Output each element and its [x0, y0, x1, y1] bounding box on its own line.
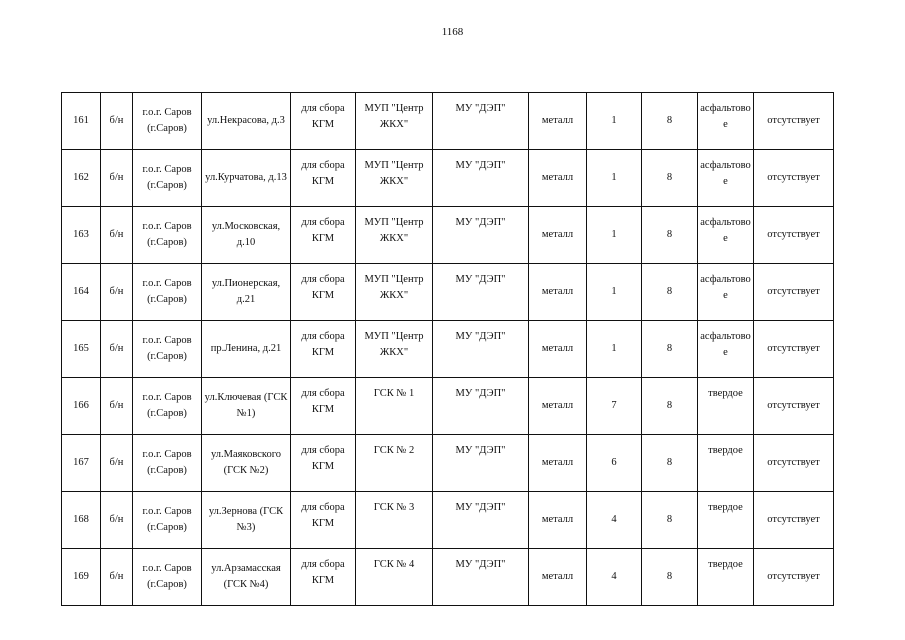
table-row — [62, 207, 834, 264]
cell-operator: МУП "Центр ЖКХ" — [356, 264, 433, 321]
cell-purpose: для сбора КГМ — [291, 321, 356, 378]
cell-registry-mark: б/н — [101, 435, 133, 492]
cell-address: ул.Зернова (ГСК №3) — [202, 492, 291, 549]
cell-operator: ГСК № 4 — [356, 549, 433, 606]
cell-material: металл — [529, 207, 587, 264]
cell-locality: г.о.г. Саров (г.Саров) — [133, 435, 202, 492]
table-row — [62, 150, 834, 207]
cell-surface: асфальтовое — [698, 150, 754, 207]
cell-container-count: 1 — [587, 150, 642, 207]
cell-volume: 8 — [642, 321, 698, 378]
registry-table — [61, 92, 834, 606]
cell-registry-mark: б/н — [101, 150, 133, 207]
table-row — [62, 378, 834, 435]
cell-purpose: для сбора КГМ — [291, 264, 356, 321]
cell-locality: г.о.г. Саров (г.Саров) — [133, 378, 202, 435]
cell-surface: твердое — [698, 549, 754, 606]
cell-surface: асфальтовое — [698, 207, 754, 264]
cell-fence: отсутствует — [754, 492, 834, 549]
cell-material: металл — [529, 150, 587, 207]
cell-address: ул.Арзамасская (ГСК №4) — [202, 549, 291, 606]
cell-surface: асфальтовое — [698, 264, 754, 321]
cell-surface: твердое — [698, 378, 754, 435]
cell-owner: МУ "ДЭП" — [433, 93, 529, 150]
cell-registry-mark: б/н — [101, 549, 133, 606]
cell-owner: МУ "ДЭП" — [433, 378, 529, 435]
cell-purpose: для сбора КГМ — [291, 435, 356, 492]
cell-fence: отсутствует — [754, 321, 834, 378]
cell-address: ул.Курчатова, д.13 — [202, 150, 291, 207]
cell-address: ул.Пионерская, д.21 — [202, 264, 291, 321]
cell-number: 163 — [62, 207, 101, 264]
cell-address: пр.Ленина, д.21 — [202, 321, 291, 378]
cell-operator: ГСК № 2 — [356, 435, 433, 492]
cell-operator: ГСК № 1 — [356, 378, 433, 435]
cell-material: металл — [529, 492, 587, 549]
cell-number: 161 — [62, 93, 101, 150]
cell-address: ул.Некрасова, д.3 — [202, 93, 291, 150]
cell-locality: г.о.г. Саров (г.Саров) — [133, 93, 202, 150]
cell-registry-mark: б/н — [101, 207, 133, 264]
cell-locality: г.о.г. Саров (г.Саров) — [133, 207, 202, 264]
cell-locality: г.о.г. Саров (г.Саров) — [133, 492, 202, 549]
cell-owner: МУ "ДЭП" — [433, 207, 529, 264]
cell-operator: МУП "Центр ЖКХ" — [356, 93, 433, 150]
cell-locality: г.о.г. Саров (г.Саров) — [133, 264, 202, 321]
cell-container-count: 1 — [587, 321, 642, 378]
cell-number: 169 — [62, 549, 101, 606]
cell-fence: отсутствует — [754, 549, 834, 606]
cell-volume: 8 — [642, 150, 698, 207]
cell-purpose: для сбора КГМ — [291, 492, 356, 549]
cell-operator: МУП "Центр ЖКХ" — [356, 207, 433, 264]
cell-number: 164 — [62, 264, 101, 321]
cell-volume: 8 — [642, 492, 698, 549]
cell-owner: МУ "ДЭП" — [433, 264, 529, 321]
cell-fence: отсутствует — [754, 150, 834, 207]
cell-fence: отсутствует — [754, 93, 834, 150]
cell-container-count: 7 — [587, 378, 642, 435]
cell-container-count: 1 — [587, 93, 642, 150]
cell-number: 168 — [62, 492, 101, 549]
cell-material: металл — [529, 378, 587, 435]
cell-surface: асфальтовое — [698, 321, 754, 378]
cell-number: 165 — [62, 321, 101, 378]
cell-registry-mark: б/н — [101, 93, 133, 150]
cell-fence: отсутствует — [754, 435, 834, 492]
cell-material: металл — [529, 321, 587, 378]
cell-material: металл — [529, 93, 587, 150]
cell-container-count: 1 — [587, 207, 642, 264]
cell-container-count: 4 — [587, 549, 642, 606]
cell-owner: МУ "ДЭП" — [433, 492, 529, 549]
cell-material: металл — [529, 549, 587, 606]
cell-surface: твердое — [698, 435, 754, 492]
cell-purpose: для сбора КГМ — [291, 93, 356, 150]
cell-operator: ГСК № 3 — [356, 492, 433, 549]
cell-volume: 8 — [642, 549, 698, 606]
cell-volume: 8 — [642, 207, 698, 264]
cell-owner: МУ "ДЭП" — [433, 549, 529, 606]
cell-registry-mark: б/н — [101, 264, 133, 321]
cell-purpose: для сбора КГМ — [291, 378, 356, 435]
table-row — [62, 321, 834, 378]
cell-material: металл — [529, 435, 587, 492]
cell-operator: МУП "Центр ЖКХ" — [356, 150, 433, 207]
cell-volume: 8 — [642, 378, 698, 435]
cell-locality: г.о.г. Саров (г.Саров) — [133, 549, 202, 606]
cell-volume: 8 — [642, 93, 698, 150]
cell-registry-mark: б/н — [101, 378, 133, 435]
cell-volume: 8 — [642, 264, 698, 321]
cell-address: ул.Московская, д.10 — [202, 207, 291, 264]
cell-volume: 8 — [642, 435, 698, 492]
cell-owner: МУ "ДЭП" — [433, 150, 529, 207]
table-row — [62, 492, 834, 549]
registry-table-body — [62, 93, 834, 606]
cell-material: металл — [529, 264, 587, 321]
cell-address: ул.Ключевая (ГСК №1) — [202, 378, 291, 435]
cell-owner: МУ "ДЭП" — [433, 321, 529, 378]
cell-number: 162 — [62, 150, 101, 207]
table-row — [62, 264, 834, 321]
cell-address: ул.Маяковского (ГСК №2) — [202, 435, 291, 492]
cell-surface: твердое — [698, 492, 754, 549]
cell-locality: г.о.г. Саров (г.Саров) — [133, 150, 202, 207]
cell-surface: асфальтовое — [698, 93, 754, 150]
cell-container-count: 1 — [587, 264, 642, 321]
cell-fence: отсутствует — [754, 207, 834, 264]
cell-purpose: для сбора КГМ — [291, 549, 356, 606]
cell-registry-mark: б/н — [101, 492, 133, 549]
cell-container-count: 4 — [587, 492, 642, 549]
cell-operator: МУП "Центр ЖКХ" — [356, 321, 433, 378]
cell-purpose: для сбора КГМ — [291, 150, 356, 207]
cell-fence: отсутствует — [754, 378, 834, 435]
cell-locality: г.о.г. Саров (г.Саров) — [133, 321, 202, 378]
cell-number: 167 — [62, 435, 101, 492]
page-number: 1168 — [441, 26, 464, 38]
table-row — [62, 549, 834, 606]
cell-purpose: для сбора КГМ — [291, 207, 356, 264]
cell-number: 166 — [62, 378, 101, 435]
cell-registry-mark: б/н — [101, 321, 133, 378]
table-row — [62, 435, 834, 492]
cell-container-count: 6 — [587, 435, 642, 492]
cell-owner: МУ "ДЭП" — [433, 435, 529, 492]
cell-fence: отсутствует — [754, 264, 834, 321]
table-row — [62, 93, 834, 150]
